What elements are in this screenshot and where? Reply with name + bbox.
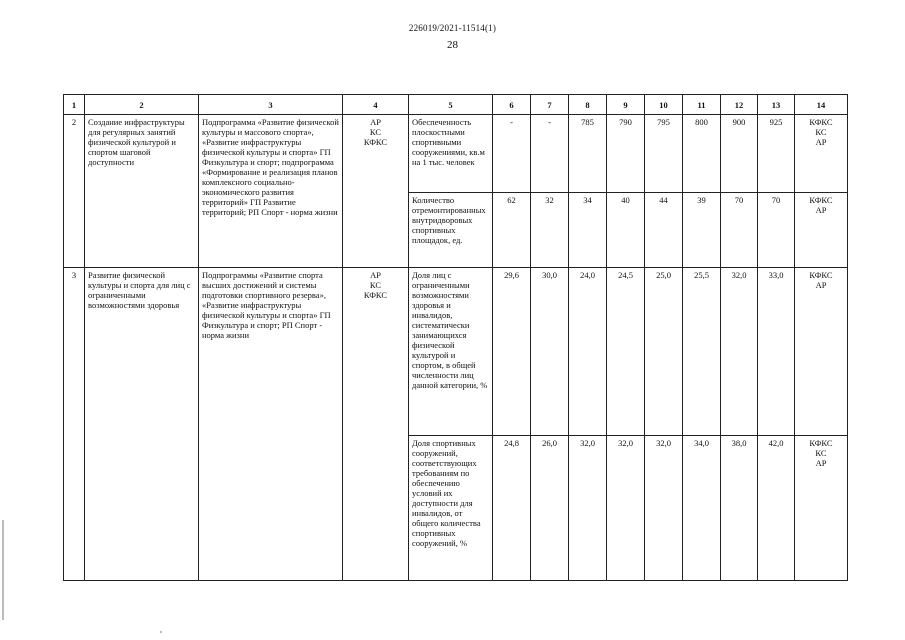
indicator-name: Доля спортивных сооружений, соответствующих требованиям по обеспечению условий их доступности для инвалидов, от общего количества спортивных сооружений, % — [409, 436, 493, 581]
value-cell: 26,0 — [531, 436, 569, 581]
column-header: 11 — [683, 95, 721, 115]
value-cell: 24,0 — [569, 268, 607, 436]
value-cell: 29,6 — [493, 268, 531, 436]
value-cell: 800 — [683, 115, 721, 193]
value-cell: 44 — [645, 193, 683, 268]
table-row — [64, 268, 848, 436]
row-number: 3 — [64, 268, 85, 581]
column-header: 9 — [607, 95, 645, 115]
executors-cell: АР КС КФКС — [343, 268, 409, 581]
value-cell: 39 — [683, 193, 721, 268]
value-cell: 33,0 — [758, 268, 795, 436]
value-cell: 30,0 — [531, 268, 569, 436]
scan-mark — [2, 520, 4, 620]
value-cell: 25,0 — [645, 268, 683, 436]
value-cell: 32,0 — [607, 436, 645, 581]
responsible-cell: КФКС КС АР — [795, 115, 848, 193]
responsible-cell: КФКС АР — [795, 193, 848, 268]
page-number: 28 — [447, 39, 458, 51]
value-cell: 70 — [758, 193, 795, 268]
value-cell: 785 — [569, 115, 607, 193]
value-cell: 34,0 — [683, 436, 721, 581]
value-cell: 24,5 — [607, 268, 645, 436]
column-header: 13 — [758, 95, 795, 115]
programs-cell: Подпрограммы «Развитие спорта высших достижений и системы подготовки спортивного резерва», «Развитие инфраструктуры физической культуры и спорта» ГП Физкультура и спорт; РП Спорт - норма жизни — [199, 268, 343, 581]
column-header: 6 — [493, 95, 531, 115]
indicator-name: Обеспеченность плоскостными спортивными сооружениями, кв.м на 1 тыс. человек — [409, 115, 493, 193]
value-cell: 32,0 — [721, 268, 758, 436]
value-cell: 32 — [531, 193, 569, 268]
value-cell: 925 — [758, 115, 795, 193]
indicator-name: Доля лиц с ограниченными возможностями здоровья и инвалидов, систематически занимающихся физической культурой и спортом, в общей численности лиц данной категории, % — [409, 268, 493, 436]
column-header: 4 — [343, 95, 409, 115]
value-cell: 795 — [645, 115, 683, 193]
task-cell: Развитие физической культуры и спорта для лиц с ограниченными возможностями здоровья — [85, 268, 199, 581]
value-cell: 42,0 — [758, 436, 795, 581]
task-cell: Создание инфраструктуры для регулярных занятий физической культурой и спортом шаговой доступности — [85, 115, 199, 268]
value-cell: - — [531, 115, 569, 193]
value-cell: 40 — [607, 193, 645, 268]
column-header: 1 — [64, 95, 85, 115]
table-row — [64, 115, 848, 193]
executors-cell: АР КС КФКС — [343, 115, 409, 268]
column-header: 8 — [569, 95, 607, 115]
column-header: 5 — [409, 95, 493, 115]
column-header: 7 — [531, 95, 569, 115]
programs-cell: Подпрограмма «Развитие физической культуры и массового спорта», «Развитие инфраструктуры физической культуры и спорта» ГП Физкультура и спорт; подпрограмма «Формирование и реализация планов комплексного социально-экономического развития территорий» ГП Развитие территорий; РП Спорт - норма жизни — [199, 115, 343, 268]
header-row — [64, 95, 848, 115]
row-number: 2 — [64, 115, 85, 268]
value-cell: - — [493, 115, 531, 193]
value-cell: 790 — [607, 115, 645, 193]
column-header: 10 — [645, 95, 683, 115]
column-header: 2 — [85, 95, 199, 115]
document-id: 226019/2021-11514(1) — [408, 23, 497, 33]
column-header: 3 — [199, 95, 343, 115]
value-cell: 32,0 — [645, 436, 683, 581]
plan-table — [63, 94, 848, 581]
value-cell: 32,0 — [569, 436, 607, 581]
indicator-name: Количество отремонтированных внутридворовых спортивных площадок, ед. — [409, 193, 493, 268]
value-cell: 38,0 — [721, 436, 758, 581]
value-cell: 25,5 — [683, 268, 721, 436]
scan-mark — [160, 631, 162, 633]
column-header: 14 — [795, 95, 848, 115]
value-cell: 70 — [721, 193, 758, 268]
responsible-cell: КФКС КС АР — [795, 436, 848, 581]
value-cell: 34 — [569, 193, 607, 268]
value-cell: 62 — [493, 193, 531, 268]
value-cell: 24,8 — [493, 436, 531, 581]
value-cell: 900 — [721, 115, 758, 193]
responsible-cell: КФКС АР — [795, 268, 848, 436]
column-header: 12 — [721, 95, 758, 115]
